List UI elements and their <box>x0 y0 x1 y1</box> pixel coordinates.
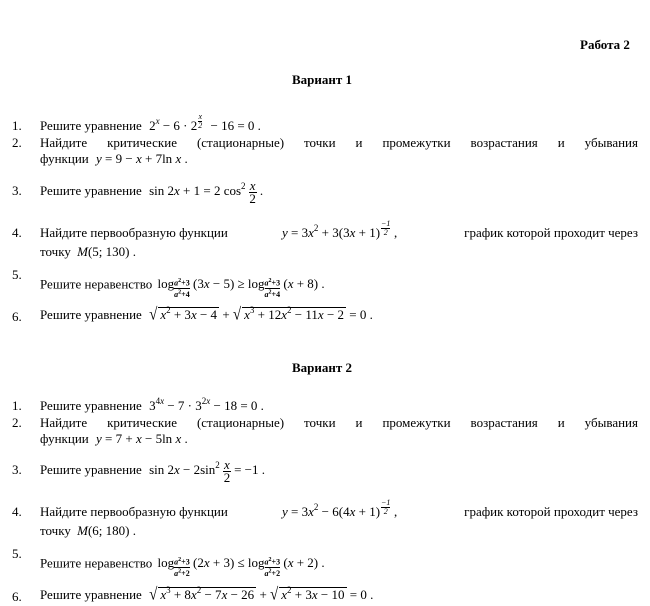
v2-task1-lead: Решите уравнение <box>40 398 142 413</box>
v2-task6-number: 6. <box>12 589 22 604</box>
v1-task4-formula: $y = 3x^2 + 3(3x + 1)$ −1 2 , <box>282 219 398 240</box>
v2-task1-formula: $3^{4x} - 7 \cdot 3^{2x} - 18 = 0$ . <box>149 396 264 413</box>
v2-task1 <box>40 396 264 413</box>
v2-task5-formula: log $\frac{a^2+3}{a^2+2} (2x + 3) \le \log$ $\frac{a^2+3}{a^2+2} (x + 2)$ . <box>157 555 325 579</box>
v1-task5 <box>40 268 325 300</box>
v1-task2-line1: Найдите критические (стационарные) точки и промежутки возрастания и убывания <box>40 135 638 150</box>
v1-task2-line2 <box>40 152 188 165</box>
v2-task4-tail: график которой проходит через <box>464 504 638 519</box>
v1-task3 <box>40 176 263 207</box>
v2-task4-point: M(6; 180) . <box>77 523 136 538</box>
v2-task4-lead: Найдите первообразную функции <box>40 504 228 519</box>
v1-task1 <box>40 112 261 133</box>
v1-task2-number: 2. <box>12 135 22 150</box>
v2-task6 <box>40 587 373 603</box>
v2-task1-number: 1. <box>12 398 22 413</box>
v2-task2-line2 <box>40 432 188 445</box>
v1-task2-lead: функции <box>40 151 89 166</box>
v2-task4-line1 <box>40 498 638 519</box>
variant-1-title: Вариант 1 <box>292 72 353 87</box>
v2-task3 <box>40 455 265 486</box>
v2-task3-number: 3. <box>12 462 22 477</box>
v2-task2-number: 2. <box>12 415 22 430</box>
v1-task2-formula: y = 9 − x + 7ln x . <box>96 151 188 166</box>
v2-task6-formula: √ $x^3 + 8x^2 - 7x - 26$ + √ $x^2 + 3x - 10 = 0$ . <box>149 585 374 605</box>
v1-task6-lead: Решите уравнение <box>40 307 142 322</box>
variant-2-title: Вариант 2 <box>292 360 353 375</box>
v2-task4-formula: $y = 3x^2 - 6(4x + 1)$ −1 2 , <box>282 498 398 519</box>
v2-task4-number: 4. <box>12 504 22 519</box>
v1-task5-formula: log $\frac{a^2+3}{a^2+4} (3x - 5) \ge \log$ $\frac{a^2+3}{a^2+4} (x + 8)$ . <box>157 276 325 300</box>
v2-task6-lead: Решите уравнение <box>40 587 142 602</box>
v2-task4-point-lead: точку <box>40 523 71 538</box>
work-title: Работа 2 <box>580 37 630 52</box>
v2-task5-lead: Решите неравенство <box>40 555 153 571</box>
v1-task6-formula: √ $x^2 + 3x - 4$ + √ $x^3 + 12x^2 - 11x - 2 = 0$ . <box>149 305 373 325</box>
v1-task6 <box>40 307 373 323</box>
v1-task4-line1 <box>40 219 638 240</box>
v1-task4-tail: график которой проходит через <box>464 225 638 240</box>
v1-task4-lead: Найдите первообразную функции <box>40 225 228 240</box>
v1-task5-lead: Решите неравенство <box>40 276 153 292</box>
v1-task4-line2 <box>40 245 136 258</box>
v2-task2-lead: функции <box>40 431 89 446</box>
v1-task3-formula: sin 2x + 1 = 2 $\cos^2$ $\frac{x}{2}$ . <box>149 177 264 206</box>
v2-task3-formula: $\sin 2x - 2\sin^2$ $\frac{x}{2}$ = −1 . <box>149 456 265 485</box>
v1-task4-point: M(5; 130) . <box>77 244 136 259</box>
v1-task3-lead: Решите уравнение <box>40 183 142 198</box>
v2-task3-lead: Решите уравнение <box>40 462 142 477</box>
v2-task2-formula: y = 7 + x − 5ln x . <box>96 431 188 446</box>
v1-task4-point-lead: точку <box>40 244 71 259</box>
v1-task4-number: 4. <box>12 225 22 240</box>
v2-task2-line1: Найдите критические (стационарные) точки и промежутки возрастания и убывания <box>40 415 638 430</box>
v1-task6-number: 6. <box>12 309 22 324</box>
v2-task5-number: 5. <box>12 546 22 561</box>
v2-task4-line2 <box>40 524 136 537</box>
v1-task3-number: 3. <box>12 183 22 198</box>
v1-task5-number: 5. <box>12 267 22 282</box>
v1-task1-formula: $2^x - 6 \cdot 2$ x 2 − 16 = 0 . <box>149 112 261 133</box>
v2-task5 <box>40 547 325 579</box>
v1-task1-number: 1. <box>12 118 22 133</box>
v1-task1-lead: Решите уравнение <box>40 118 142 133</box>
